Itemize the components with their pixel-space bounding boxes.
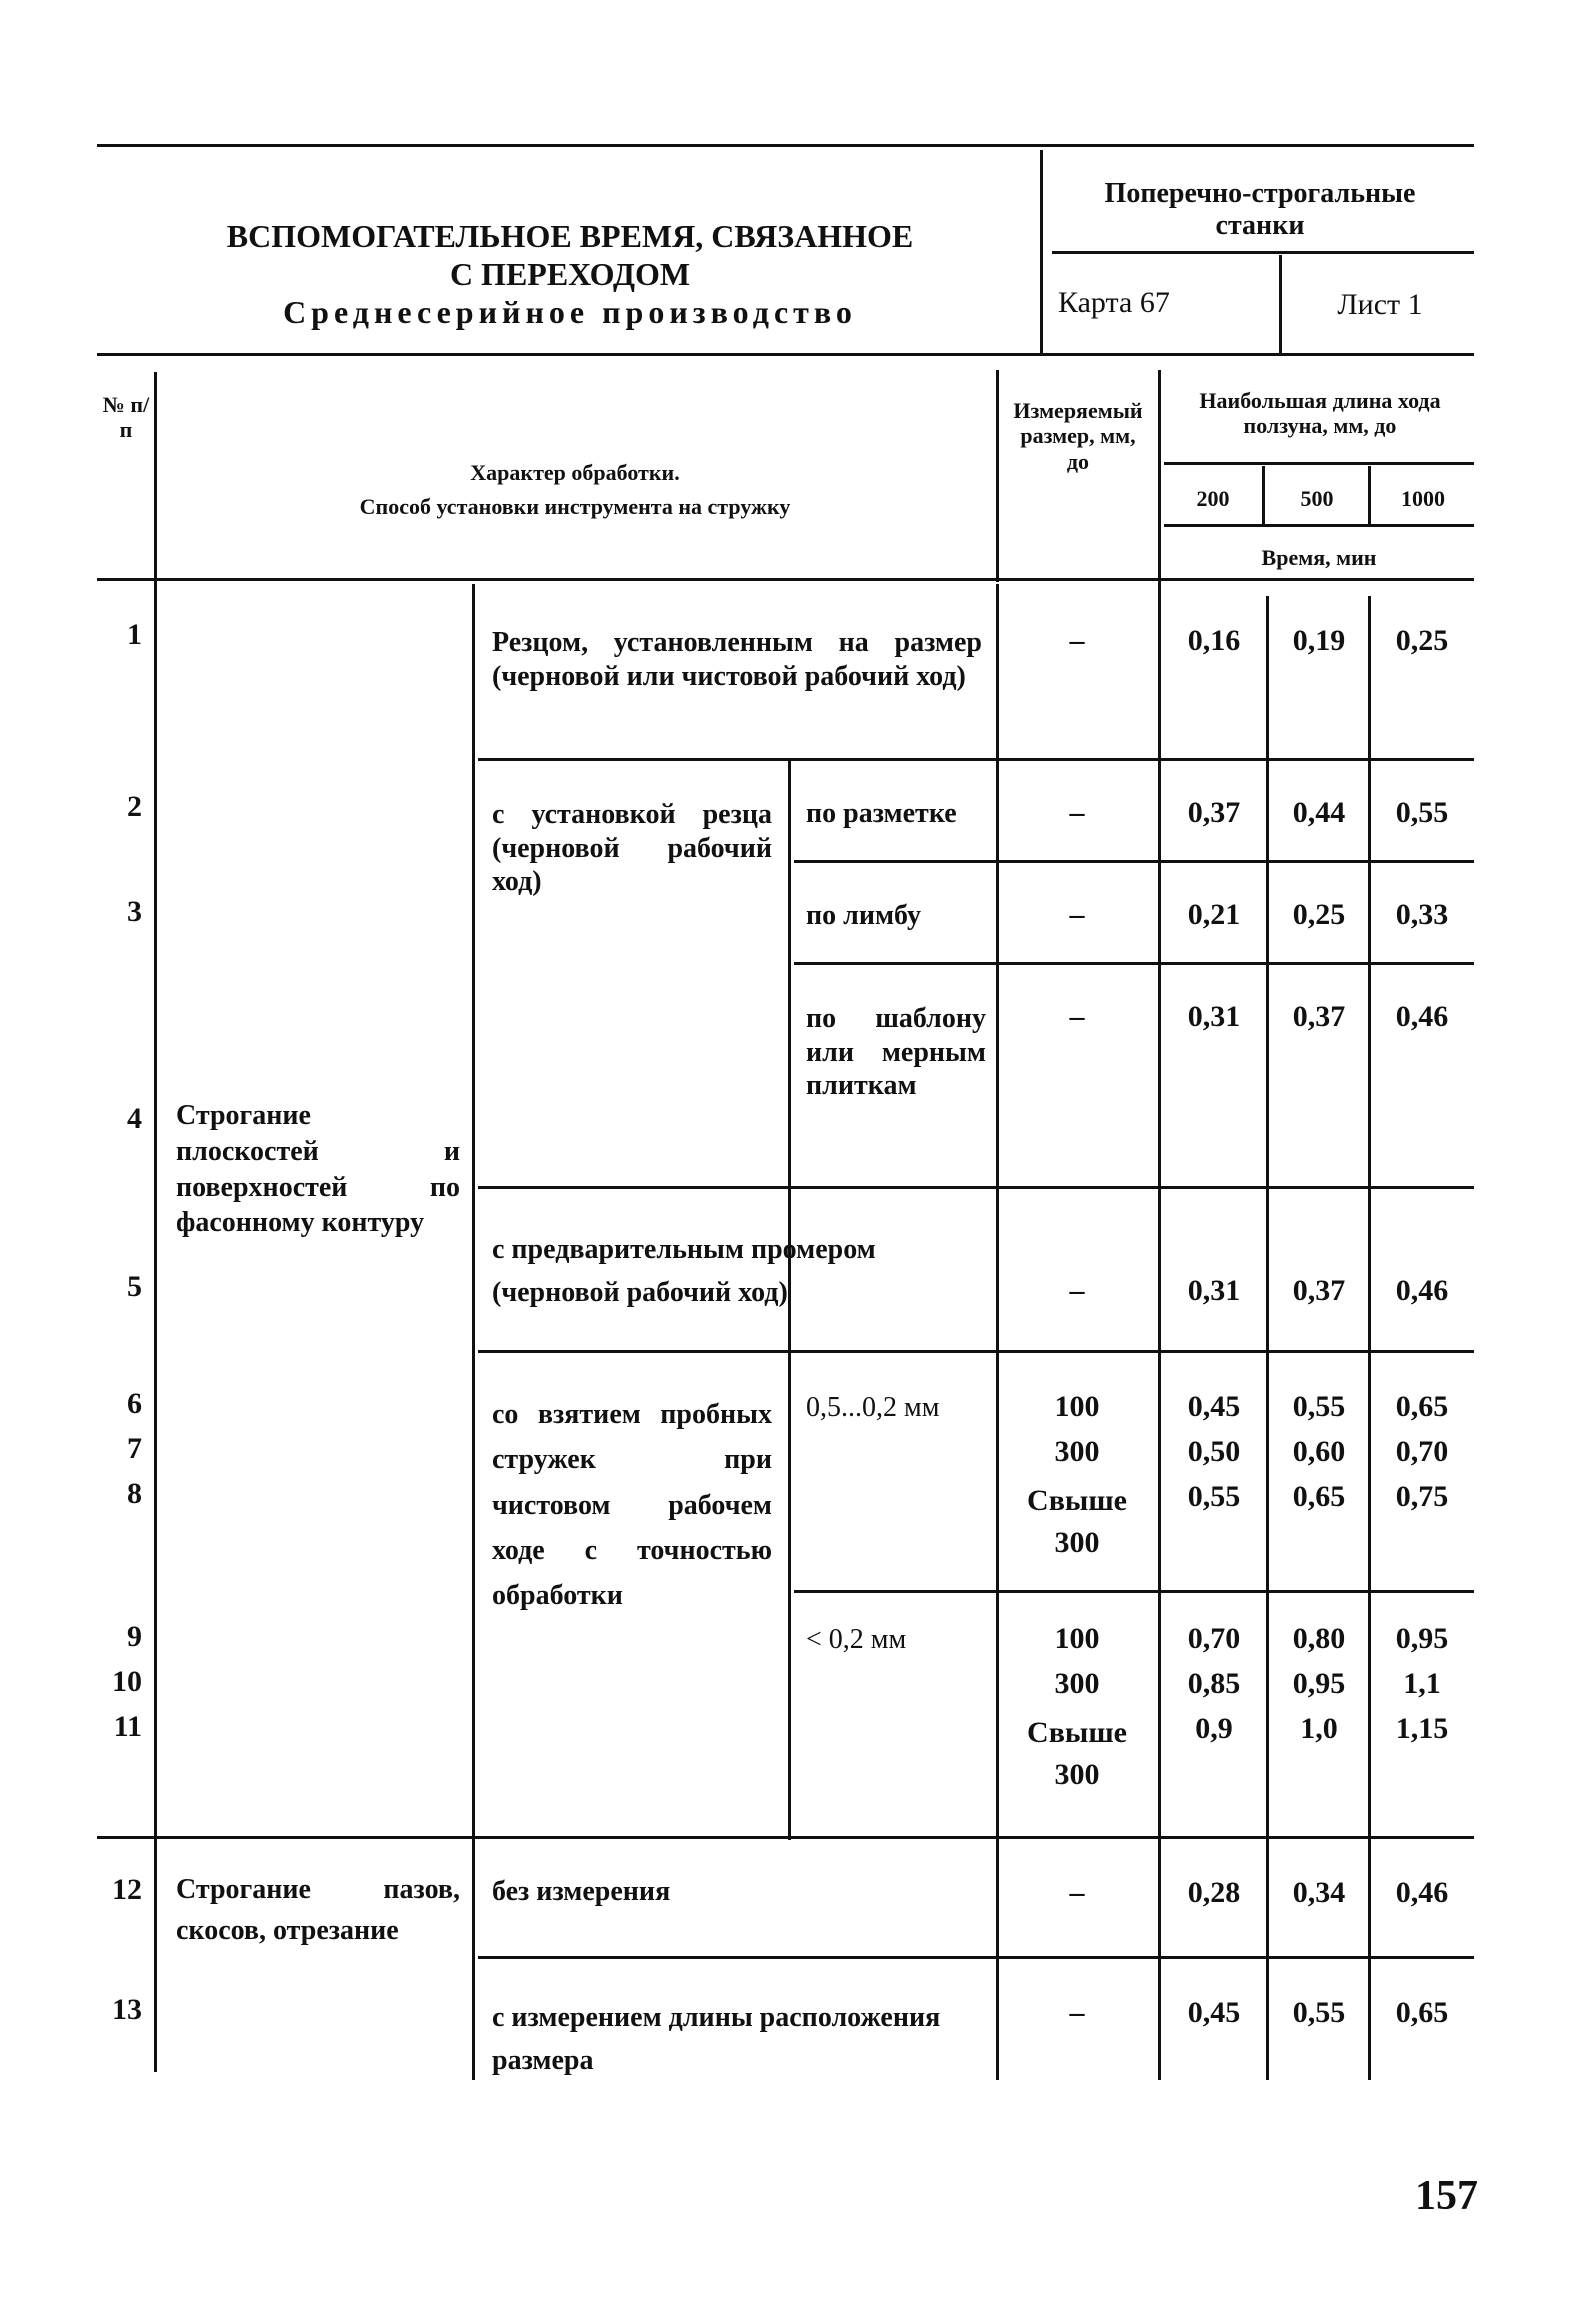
t1000-r7: 0,70 (1395, 1435, 1449, 1468)
size-r4: – (1069, 1000, 1085, 1033)
row-rule-6 (794, 1590, 1474, 1593)
t1000-r4: 0,46 (1395, 1000, 1449, 1033)
header-card-divider (1279, 255, 1282, 355)
row-no-8: 8 (127, 1477, 142, 1510)
row-no-3: 3 (127, 895, 142, 928)
size-r13: – (1069, 1996, 1085, 2029)
t200-r10: 0,85 (1187, 1667, 1241, 1700)
method-6a: 0,5...0,2 мм (806, 1392, 940, 1423)
t1000-r8: 0,75 (1395, 1480, 1449, 1513)
row-rule-3 (794, 962, 1474, 965)
col-size-divider-body (996, 584, 999, 2080)
top-rule (97, 144, 1474, 147)
t200-r5: 0,31 (1187, 1274, 1241, 1307)
t1000-r6: 0,65 (1395, 1390, 1449, 1423)
col-group-divider (472, 584, 475, 2080)
row-no-2: 2 (127, 790, 142, 823)
col-method-divider (996, 370, 999, 582)
t200-r1: 0,16 (1187, 624, 1241, 657)
col-no-divider (154, 372, 157, 2072)
t500-r11: 1,0 (1300, 1712, 1338, 1745)
col-size-divider (1158, 370, 1161, 2080)
t200-r2: 0,37 (1187, 796, 1241, 829)
method-2a: по разметке (806, 798, 957, 829)
t200-r3: 0,21 (1187, 898, 1241, 931)
row-rule-1 (478, 758, 1474, 761)
t200-r11: 0,9 (1195, 1712, 1233, 1745)
doc-title-line2: С ПЕРЕХОДОМ (449, 256, 691, 292)
len-1000: 1000 (1401, 486, 1445, 511)
t1000-r2: 0,55 (1395, 796, 1449, 829)
method-2c: по шаблону или мерным плиткам (806, 1003, 986, 1102)
size-r9: 100 (1054, 1622, 1100, 1655)
t1000-r5: 0,46 (1395, 1274, 1449, 1307)
t500-r9: 0,80 (1292, 1622, 1346, 1655)
t200-r4: 0,31 (1187, 1000, 1241, 1033)
method-6b: < 0,2 мм (806, 1624, 907, 1655)
row-no-11: 11 (113, 1710, 142, 1743)
group-rule (97, 1836, 1474, 1839)
col-500-divider (1368, 596, 1371, 2080)
t1000-r10: 1,1 (1403, 1667, 1441, 1700)
col-200-divider (1266, 596, 1269, 2080)
method-1: Резцом, установленным на размер (черновой или чистовой рабочий ход) (492, 627, 982, 692)
row-no-10: 10 (112, 1665, 142, 1698)
page-number: 157 (1415, 2173, 1478, 2219)
t500-r4: 0,37 (1292, 1000, 1346, 1033)
machine-type: Поперечно-строгальные станки (1104, 178, 1416, 242)
t500-r8: 0,65 (1292, 1480, 1346, 1513)
t500-r1: 0,19 (1292, 624, 1346, 657)
t500-r3: 0,25 (1292, 898, 1346, 931)
method-12: без измерения (492, 1876, 671, 1907)
t1000-r13: 0,65 (1395, 1996, 1449, 2029)
stroke-header-rule (1164, 462, 1474, 465)
method-2b: по лимбу (806, 900, 921, 931)
row-rule-12 (478, 1956, 1474, 1959)
row-rule-4 (478, 1186, 1474, 1189)
doc-title-line1: ВСПОМОГАТЕЛЬНОЕ ВРЕМЯ, СВЯЗАННОЕ (226, 218, 914, 254)
column-header-bottom-rule (97, 578, 1474, 581)
group-grooves: Строгание пазов, скосов, отрезание (176, 1874, 460, 1946)
t200-r12: 0,28 (1187, 1876, 1241, 1909)
t500-r5: 0,37 (1292, 1274, 1346, 1307)
t1000-r1: 0,25 (1395, 624, 1449, 657)
lengths-header-rule (1164, 524, 1474, 527)
size-r2: – (1069, 796, 1085, 829)
row-no-12: 12 (112, 1873, 142, 1906)
len-200: 200 (1196, 486, 1230, 511)
t500-r10: 0,95 (1292, 1667, 1346, 1700)
row-rule-5 (478, 1350, 1474, 1353)
col-stroke-label: Наибольшая длина хода ползуна, мм, до (1199, 388, 1441, 439)
size-r6: 100 (1054, 1390, 1100, 1423)
t500-r7: 0,60 (1292, 1435, 1346, 1468)
size-r3: – (1069, 898, 1085, 931)
t1000-r12: 0,46 (1395, 1876, 1449, 1909)
card-number: Карта 67 (1058, 286, 1170, 319)
size-r11: Свыше 300 (1027, 1716, 1127, 1791)
len-divider-2 (1368, 466, 1371, 524)
col-method-label-1: Характер обработки. (470, 460, 680, 485)
t500-r13: 0,55 (1292, 1996, 1346, 2029)
t200-r8: 0,55 (1187, 1480, 1241, 1513)
col-size-label: Измеряемый размер, мм, до (1013, 398, 1143, 474)
row-no-9: 9 (127, 1620, 142, 1653)
row-rule-2 (794, 860, 1474, 863)
len-500: 500 (1300, 486, 1334, 511)
header-machine-rule (1052, 251, 1474, 254)
doc-subtitle: Среднесерийное производство (283, 294, 857, 330)
size-r7: 300 (1054, 1435, 1100, 1468)
len-divider-1 (1262, 466, 1265, 524)
t200-r13: 0,45 (1187, 1996, 1241, 2029)
col-no-label: № п/п (102, 392, 150, 443)
size-r5: – (1069, 1274, 1085, 1307)
t1000-r11: 1,15 (1395, 1712, 1449, 1745)
group-planing: Строгание плоскостей и поверхностей по фасонному контуру (176, 1100, 460, 1239)
size-r1: – (1069, 624, 1085, 657)
t500-r6: 0,55 (1292, 1390, 1346, 1423)
size-r12: – (1069, 1876, 1085, 1909)
method-6: со взятием пробных стружек при чистовом рабочем ходе с точностью обработки (492, 1399, 772, 1612)
col-method-label-2: Способ установки инструмента на стружку (359, 494, 791, 519)
row-no-7: 7 (127, 1432, 142, 1465)
time-label: Время, мин (1261, 545, 1377, 570)
row-no-1: 1 (127, 618, 142, 651)
t500-r12: 0,34 (1292, 1876, 1346, 1909)
method-13: с измерением длины расположения размера (492, 2002, 941, 2077)
t200-r7: 0,50 (1187, 1435, 1241, 1468)
t1000-r3: 0,33 (1395, 898, 1449, 931)
row-no-6: 6 (127, 1387, 142, 1420)
t200-r9: 0,70 (1187, 1622, 1241, 1655)
row-no-5: 5 (127, 1270, 142, 1303)
size-r10: 300 (1054, 1667, 1100, 1700)
method-5: с предварительным промером (черновой рабочий ход) (492, 1234, 876, 1309)
method-2: с установкой резца (черновой рабочий ход) (492, 799, 772, 898)
sheet-number: Лист 1 (1337, 288, 1423, 321)
t200-r6: 0,45 (1187, 1390, 1241, 1423)
row-no-13: 13 (112, 1993, 142, 2026)
header-bottom-rule (97, 353, 1474, 356)
t1000-r9: 0,95 (1395, 1622, 1449, 1655)
header-divider (1040, 150, 1043, 355)
size-r8: Свыше 300 (1027, 1484, 1127, 1559)
row-no-4: 4 (127, 1102, 142, 1135)
t500-r2: 0,44 (1292, 796, 1346, 829)
